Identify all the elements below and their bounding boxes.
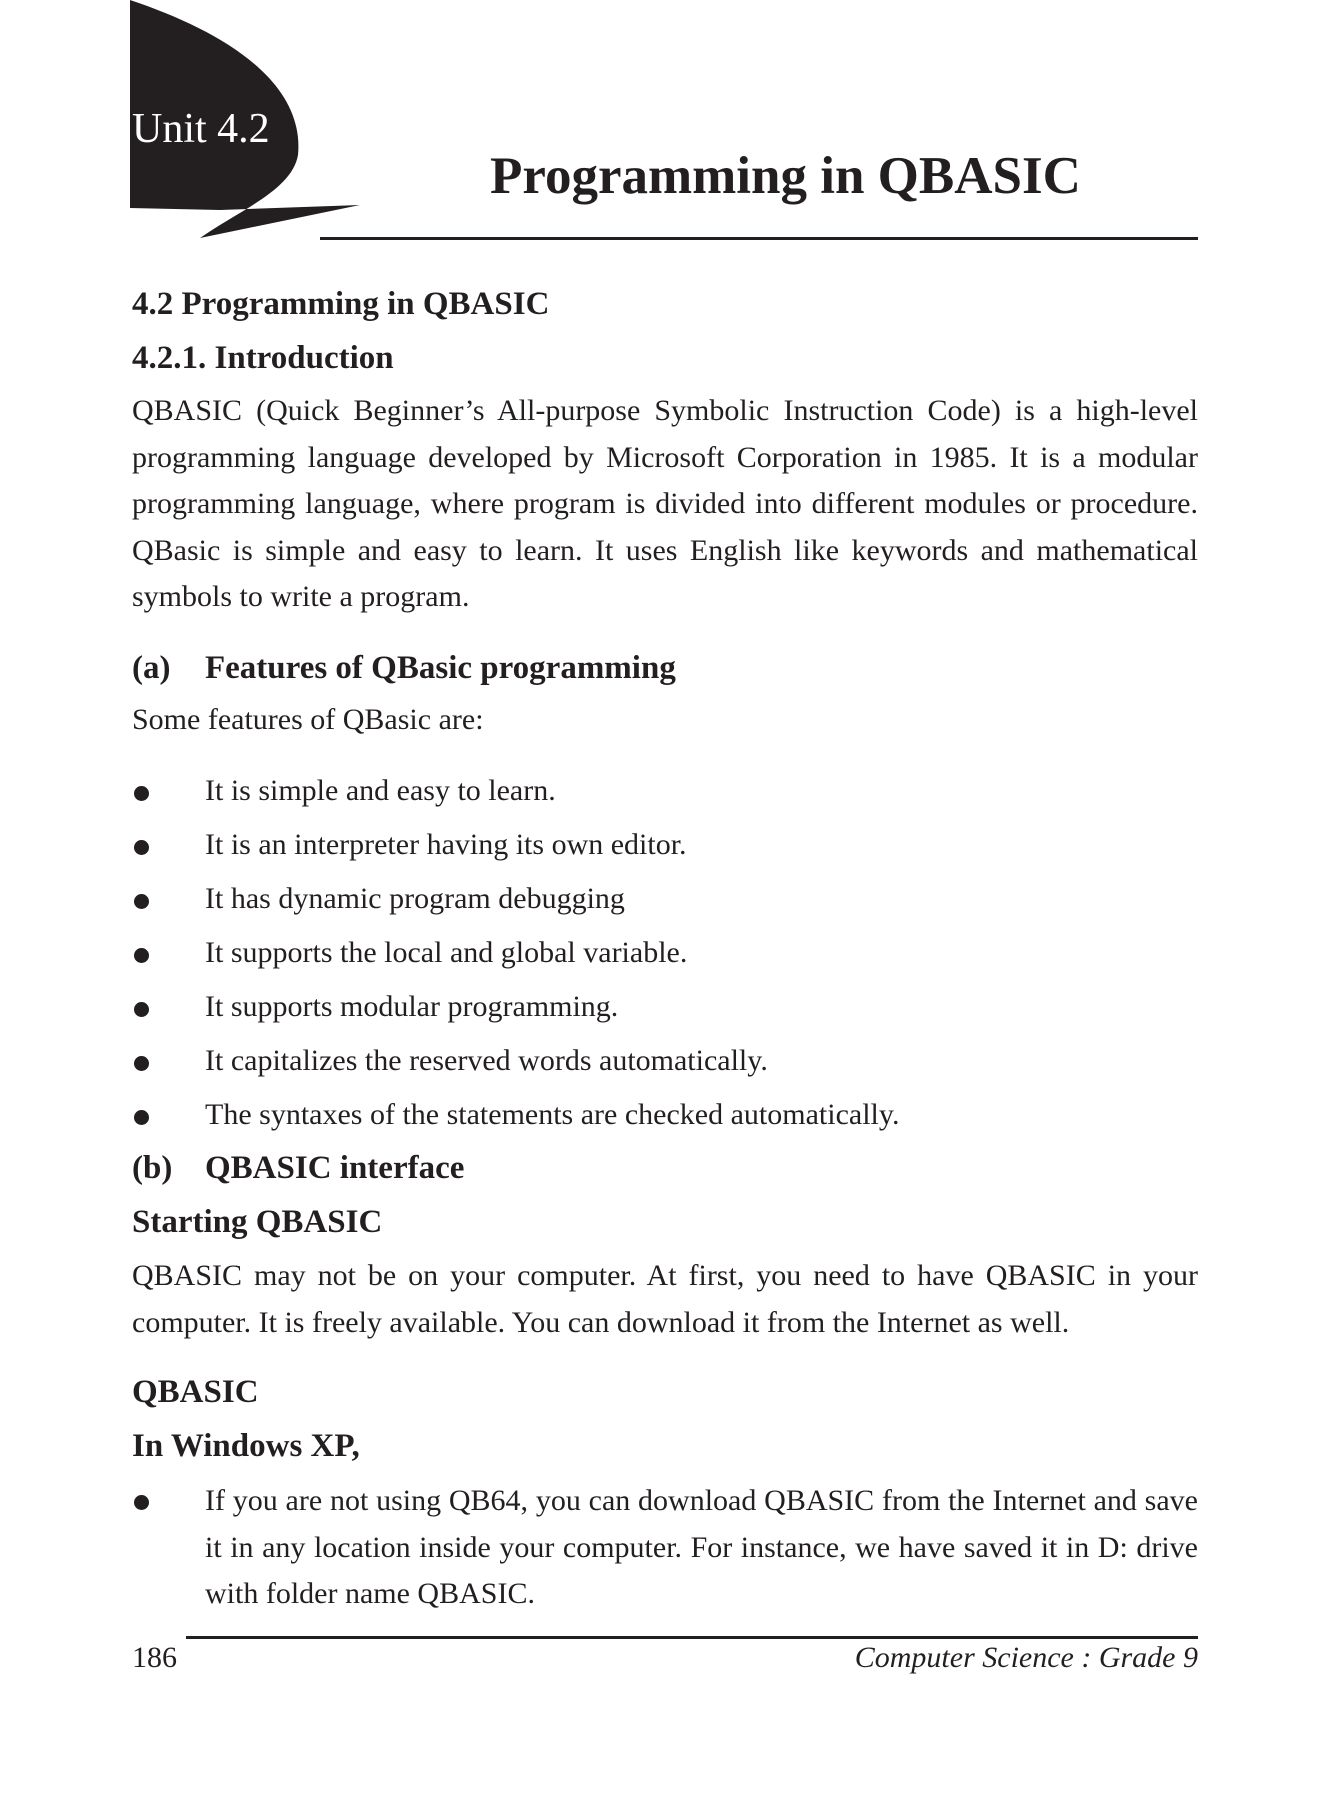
list-item: It supports the local and global variable. [132,926,1198,980]
footer-rule [186,1636,1198,1639]
windows-item-text: If you are not using QB64, you can download QBASIC from the Internet and save it in any location inside your computer. For instance, we have saved it in D: drive with folder name QBASIC. [205,1484,1198,1610]
intro-paragraph: QBASIC (Quick Beginner’s All-purpose Symbolic Instruction Code) is a high-level programming language developed by Microsoft Corporation in 1985. It is a modular programming language, where program is divided into different modules or procedure. QBasic is simple and easy to learn. It uses English like keywords and mathematical symbols to write a program. [132,394,1198,613]
features-heading [132,652,676,685]
features-lead: Some features of QBasic are: [132,703,484,736]
bullet-icon [134,786,149,801]
windows-heading: In Windows XP, [132,1428,360,1464]
qbasic-heading: QBASIC [132,1374,259,1410]
bullet-icon [134,948,149,963]
bullet-icon [134,1056,149,1071]
bullet-icon [134,1110,149,1125]
list-item: The syntaxes of the statements are checked automatically. [132,1088,1198,1142]
interface-marker: (b) [132,1150,173,1186]
page-number: 186 [132,1641,177,1674]
starting-paragraph: QBASIC may not be on your computer. At first, you need to have QBASIC in your computer. It is freely available. You can download it from the Internet as well. [132,1259,1198,1339]
interface-heading [132,1152,464,1185]
list-item: It has dynamic program debugging [132,872,1198,926]
list-item: It supports modular programming. [132,980,1198,1034]
bullet-icon [134,840,149,855]
features-marker: (a) [132,650,171,686]
list-item: It capitalizes the reserved words automatically. [132,1034,1198,1088]
bullet-icon [134,1495,149,1510]
intro-heading: 4.2.1. Introduction [132,340,394,376]
list-item: It is simple and easy to learn. [132,764,1198,818]
list-item: It is an interpreter having its own editor. [132,818,1198,872]
header-rule [320,237,1198,240]
chapter-title: Programming in QBASIC [490,147,1081,205]
bullet-icon [134,1002,149,1017]
unit-label: Unit 4.2 [132,106,270,152]
bullet-icon [134,894,149,909]
features-list [132,764,1198,1142]
features-heading-text: Features of QBasic programming [205,650,676,686]
starting-heading: Starting QBASIC [132,1204,383,1240]
footer-book-title: Computer Science : Grade 9 [854,1641,1198,1674]
list-item [132,1478,1198,1618]
section-heading: 4.2 Programming in QBASIC [132,286,550,322]
interface-heading-text: QBASIC interface [205,1150,465,1186]
